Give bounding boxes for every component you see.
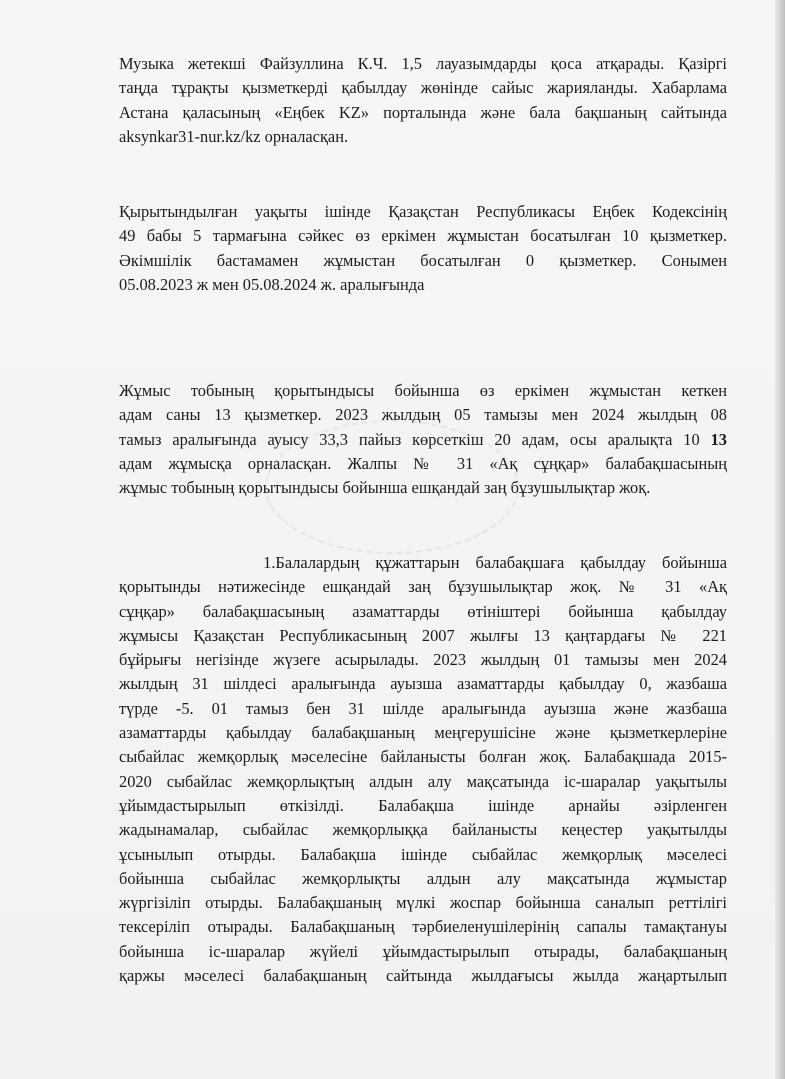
paragraph-4-line: ұсынылып отырды. Балабақша ішінде сыбайлас жемқорлық мәселесі <box>119 844 727 864</box>
paragraph-1 <box>119 52 727 149</box>
paragraph-3-line: адам саны 13 қызметкер. 2023 жылдың 05 тамызы мен 2024 жылдың 08 <box>119 405 727 425</box>
paragraph-1-line: Астана қаласының «Еңбек KZ» порталында және бала бақшаның сайтында <box>119 102 727 122</box>
paragraph-4-line: 1.Балалардың құжаттарын балабақшаға қабылдау бойынша <box>119 553 727 572</box>
paragraph-4-line: тексеріліп отырады. Балабақшаның тәрбиеленушілерінің сапалы тамақтануы <box>119 917 727 937</box>
paragraph-2-line: 49 бабы 5 тармағына сәйкес өз еркімен жұмыстан босатылған 10 қызметкер. <box>119 226 727 246</box>
paragraph-3-line: Жұмыс тобының қорытындысы бойынша өз еркімен жұмыстан кеткен <box>119 381 727 400</box>
paragraph-4-line: сұңқар» балабақшасының азаматтарды өтініштері бойынша қабылдау <box>119 601 727 621</box>
paragraph-4-line: бойынша сыбайлас жемқорлықты алдын алу мақсатында жұмыстар <box>119 868 727 888</box>
paragraph-1-line: Музыка жетекші Файзуллина К.Ч. 1,5 лауазымдарды қоса атқарады. Қазіргі <box>119 54 727 73</box>
paragraph-4-line: жұмысы Қазақстан Республикасының 2007 жылғы 13 қаңтардағы № 221 <box>119 625 727 645</box>
paragraph-3-line-text: тамыз аралығында ауысу 33,3 пайыз көрсеткіш 20 адам, осы аралықта 10 <box>119 429 700 449</box>
paragraph-4 <box>119 551 727 988</box>
paragraph-3 <box>119 379 727 500</box>
paragraph-2-line: Әкімшілік бастамамен жұмыстан босатылған 0 қызметкер. Сонымен <box>119 250 727 270</box>
paragraph-4-line: қаржы мәселесі балабақшаның сайтында жылдағысы жылда жаңартылып <box>119 966 727 986</box>
paragraph-2-line: 05.08.2023 ж мен 05.08.2024 ж. аралығында <box>119 274 425 294</box>
paragraph-1-line: aksynkar31-nur.kz/kz орналасқан. <box>119 126 349 146</box>
paragraph-1-line: таңда тұрақты қызметкерді қабылдау жөнінде сайыс жарияланды. Хабарлама <box>119 78 727 98</box>
paragraph-4-line: жүргізіліп отырды. Балабақшаның мүлкі жоспар бойынша саналып реттілігі <box>119 893 727 913</box>
paragraph-4-line: 2020 сыбайлас жемқорлықтың алдын алу мақсатында іс-шаралар уақытылы <box>119 771 727 791</box>
paragraph-4-line: түрде -5. 01 тамыз бен 31 шілде аралығында ауызша және жазбаша <box>119 698 727 718</box>
paragraph-3-line: адам жұмысқа орналасқан. Жалпы № 31 «Ақ сұңқар» балабақшасының <box>119 453 727 473</box>
bold-correction: 13 <box>710 429 727 449</box>
paragraph-3-line <box>119 428 727 452</box>
paragraph-2-line: Қырытындылған уақыты ішінде Қазақстан Республикасы Еңбек Кодексінің <box>119 202 727 221</box>
paragraph-4-line: ұйымдастырылып өткізілді. Балабақша ішінде арнайы әзірленген <box>119 795 727 815</box>
paragraph-3-line: жұмыс тобының қорытындысы бойынша ешқандай заң бұзушылықтар жоқ. <box>119 478 651 498</box>
paragraph-4-line: жылдың 31 шілдесі аралығында ауызша азаматтарды қабылдау 0, жазбаша <box>119 674 727 694</box>
paragraph-2 <box>119 200 727 297</box>
paragraph-4-line: жадынамалар, сыбайлас жемқорлыққа байланысты кеңестер уақытылды <box>119 820 727 840</box>
paragraph-4-line: сыбайлас жемқорлық мәселесіне байланысты болған жоқ. Балабақшада 2015- <box>119 747 727 767</box>
paragraph-4-line: бұйрығы негізінде жүзеге асырылады. 2023 жылдың 01 тамызы мен 2024 <box>119 650 727 670</box>
page-edge-shadow <box>775 0 785 1079</box>
paragraph-4-line: бойынша іс-шаралар жүйелі ұйымдастырылып отырады, балабақшаның <box>119 941 727 961</box>
paragraph-4-line: қорытынды нәтижесінде ешқандай заң бұзушылықтар жоқ. № 31 «Ақ <box>119 577 727 597</box>
paragraph-4-line: азаматтарды қабылдау балабақшаның меңгерушісіне және қызметкерлеріне <box>119 723 727 743</box>
